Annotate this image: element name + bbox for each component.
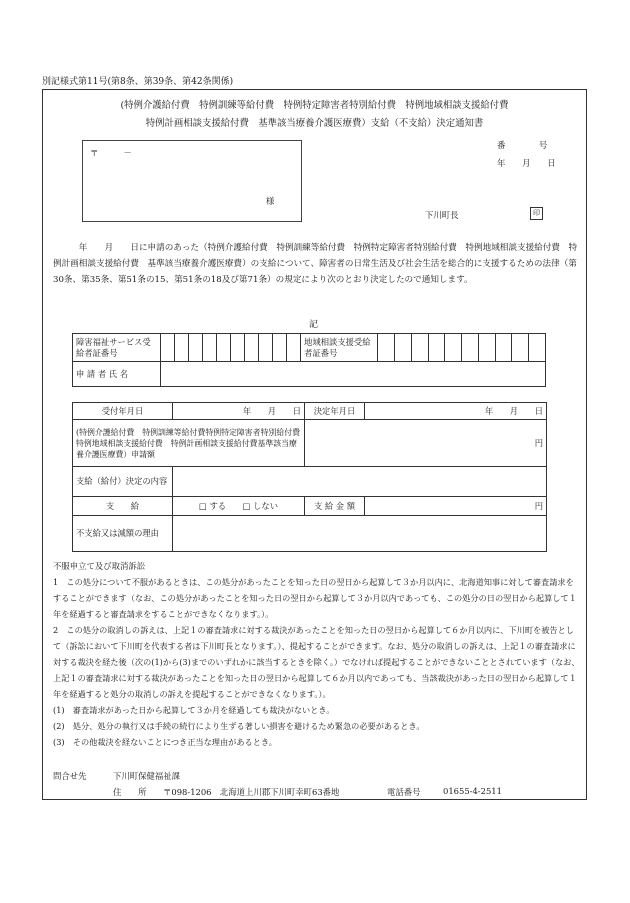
digit-cell[interactable] <box>411 334 428 362</box>
phone-label: 電話番号 <box>387 787 421 797</box>
recipient-no-label: 障害福祉サービス受給者証番号 <box>73 334 161 362</box>
address-label: 住 所 <box>113 787 147 797</box>
postal-mark: 〒 － <box>90 148 132 158</box>
body-text: 年 月 日に申請のあった（特例介護給付費 特例訓練等給付費 特例特定障害者特別給付費 特例地域相談支援給付費 特例計画相談支援給付費 基準該当療養介護医療費）の支給について、障害者の日常生活及び社会生活を総合的に支援するための法律（第30条、第35条、第51条の15、第51条の18及び第71条）の規定により次のとおり決定したので通知します。 <box>53 243 578 285</box>
decision-date-field[interactable]: 年 月 日 <box>365 403 547 420</box>
seal-mark <box>530 207 543 220</box>
reason-label: 不支給又は減額の理由 <box>73 516 173 552</box>
chiiki-no-label: 地域相談支援受給者証番号 <box>301 334 378 362</box>
digit-cell[interactable] <box>258 334 272 362</box>
digit-cell[interactable] <box>202 334 216 362</box>
digit-cell[interactable] <box>529 334 546 362</box>
applicant-name-field[interactable] <box>160 362 545 387</box>
digit-cell[interactable] <box>512 334 529 362</box>
note-1: 1 この処分について不服があるときは、この処分があったことを知った日の翌日から起算して３か月以内に、北海道知事に対して審査請求をすることができます（なお、この処分があったことを知った日の翌日から起算して３か月以内であっても、この処分の日の翌日から起算して１年を経過すると審査請求をすることができなくなります。）。 <box>53 577 577 619</box>
digit-cell[interactable] <box>495 334 512 362</box>
note-sub-2: (2) 処分、処分の執行又は手続の続行により生ずる著しい損害を避けるため緊急の必要があるとき。 <box>53 721 425 731</box>
yen-unit: 円 <box>534 500 543 511</box>
date-label: 年 月 日 <box>497 158 556 168</box>
mayor-label: 下川町長 <box>425 210 459 220</box>
notes-block <box>53 574 581 750</box>
contact-label: 問合せ先 <box>53 771 87 781</box>
digit-cell[interactable] <box>273 334 287 362</box>
title-line-2: 特例計画相談支援給付費 基準該当療養介護医療費）支給（不支給）決定通知書 <box>145 118 484 129</box>
digit-cell[interactable] <box>244 334 258 362</box>
ki-label: 記 <box>309 320 319 330</box>
appeal-heading: 不服申立て及び取消訴訟 <box>53 561 146 571</box>
digit-cell[interactable] <box>216 334 230 362</box>
content-label: 支給（給付）決定の内容 <box>73 467 173 497</box>
address-value: 〒098-1206 北海道上川郡下川町幸町63番地 <box>163 787 340 797</box>
seal-icon: 印 <box>530 207 543 220</box>
recipient-table <box>72 333 546 387</box>
application-amount-label: (特例介護給付費 特例訓練等給付費特例特定障害者特別給付費 特例地域相談支援給付費 特例計画相談支援給付費基準該当療養介護医療費）申請額 <box>73 420 305 467</box>
sama-label: 様 <box>266 196 275 206</box>
applicant-name-label: 申 請 者 氏 名 <box>73 362 161 387</box>
received-date-label: 受付年月日 <box>73 403 173 420</box>
form-label: 別記様式第11号(第8条、第39条、第42条関係) <box>42 77 234 87</box>
received-date-field[interactable]: 年 月 日 <box>173 403 305 420</box>
note-sub-3: (3) その他裁決を経ないことにつき正当な理由があるとき。 <box>53 737 277 747</box>
decision-date-label: 決定年月日 <box>305 403 365 420</box>
digit-cell[interactable] <box>287 334 301 362</box>
payment-amount-label: 支 給 金 額 <box>305 497 365 516</box>
yen-unit: 円 <box>534 437 543 448</box>
digit-cell[interactable] <box>188 334 202 362</box>
decision-table <box>72 402 547 552</box>
digit-cell[interactable] <box>230 334 244 362</box>
digit-cell[interactable] <box>478 334 495 362</box>
phone-value: 01655-4-2511 <box>443 786 502 796</box>
digit-cell[interactable] <box>174 334 188 362</box>
content-field[interactable] <box>173 467 547 497</box>
note-2: 2 この処分の取消しの訴えは、上記１の審査請求に対する裁決があったことを知った日の翌日から起算して６か月以内に、下川町を被告として（訴訟において下川町を代表する者は下川町長となります。）、提起することができます。なお、処分の取消しの訴えは、上記１の審査請求に対する裁決を経た後（次の(1)から(3)までのいずれかに該当するときを除く。）でなければ提起することができないこととされています（なお、上記１の審査請求に対する裁決があったことを知った日の翌日から起算して６か月以内であっても、当該裁決があった日の翌日から起算して１年を経過すると処分の取消しの訴えを提起することができなくなります。）。 <box>53 625 580 699</box>
digit-cell[interactable] <box>160 334 174 362</box>
note-sub-1: (1) 審査請求があった日から起算して３か月を経過しても裁決がないとき。 <box>53 705 335 715</box>
payment-options[interactable]: □ する □ しない <box>173 497 305 516</box>
application-amount-field[interactable] <box>305 420 547 467</box>
digit-cell[interactable] <box>462 334 479 362</box>
payment-amount-field[interactable] <box>365 497 547 516</box>
digit-cell[interactable] <box>395 334 412 362</box>
reason-field[interactable] <box>173 516 547 552</box>
number-label: 番 号 <box>497 140 548 150</box>
title-line-1: (特例介護給付費 特例訓練等給付費 特例特定障害者特別給付費 特例地域相談支援給付費 <box>120 100 509 111</box>
digit-cell[interactable] <box>445 334 462 362</box>
payment-label: 支 給 <box>73 497 173 516</box>
digit-cell[interactable] <box>378 334 395 362</box>
digit-cell[interactable] <box>428 334 445 362</box>
contact-dept: 下川町保健福祉課 <box>113 771 180 781</box>
